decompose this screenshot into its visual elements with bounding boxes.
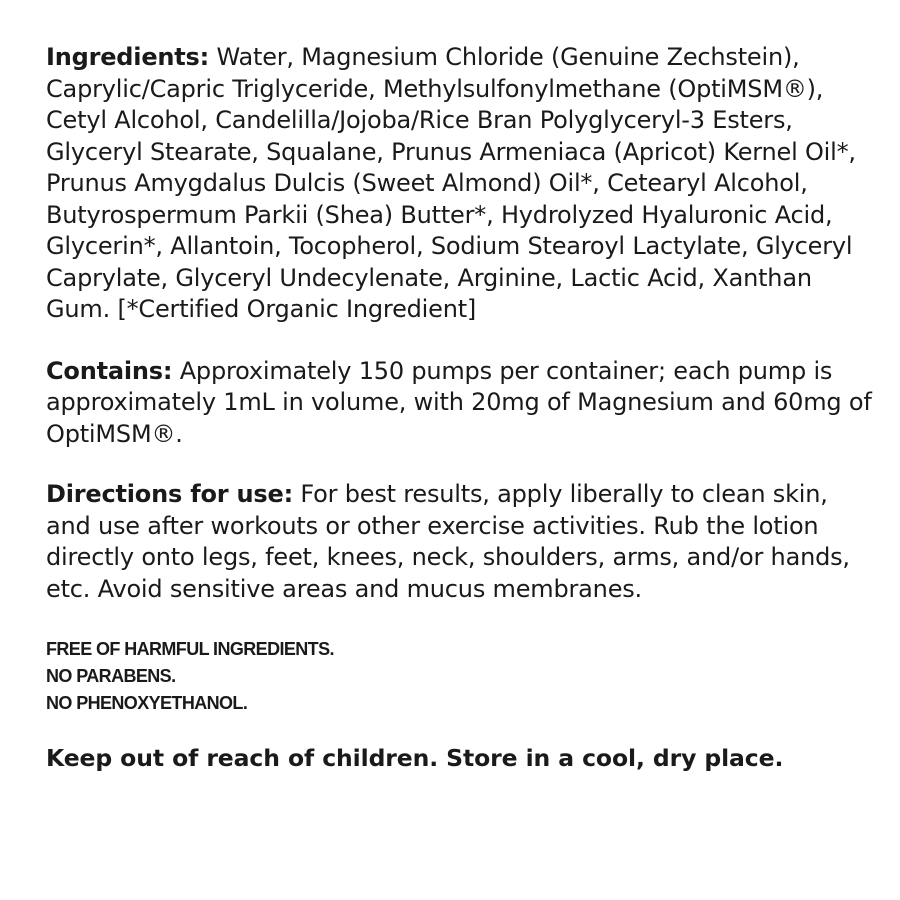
directions-section — [46, 479, 876, 605]
ingredients-heading: Ingredients: — [46, 43, 210, 71]
ingredients-list: Water, Magnesium Chloride (Genuine Zechstein), Caprylic/Capric Triglyceride, Methylsulfonylmethane (OptiMSM®), Cetyl Alcohol, Candelilla/Jojoba/Rice Bran Polyglyceryl-3 Esters, Glyceryl Stearate, Squalane, Prunus Armeniaca (Apricot) Kernel Oil*, Prunus Amygdalus Dulcis (Sweet Almond) Oil*, Cetearyl Alcohol, Butyrospermum Parkii (Shea) Butter*, Hydrolyzed Hyaluronic Acid, Glycerin*, Allantoin, Tocopherol, Sodium Stearoyl Lactylate, Glyceryl Caprylate, Glyceryl Undecylenate, Arginine, Lactic Acid, Xanthan Gum. [*Certified Organic Ingredient] — [46, 43, 856, 323]
label-text-block — [46, 42, 876, 773]
directions-heading: Directions for use: — [46, 480, 293, 508]
claim-line-no-parabens: NO PARABENS. — [46, 666, 176, 686]
claims-block — [46, 636, 876, 717]
directions-text: For best results, apply liberally to clean skin, and use after workouts or other exercise activities. Rub the lotion directly onto legs, feet, knees, neck, shoulders, arms, and/or hands, etc. Avoid sensitive areas and mucus membranes. — [46, 480, 850, 603]
contains-heading: Contains: — [46, 356, 173, 385]
claim-line-no-phenoxyethanol: NO PHENOXYETHANOL. — [46, 693, 248, 713]
claim-line-free-of-harmful: FREE OF HARMFUL INGREDIENTS. — [46, 639, 334, 659]
storage-warning: Keep out of reach of children. Store in a cool, dry place. — [46, 744, 784, 772]
contains-section — [46, 356, 876, 451]
ingredients-section — [46, 42, 876, 326]
contains-text: Approximately 150 pumps per container; each pump is approximately 1mL in volume, with 20mg of Magnesium and 60mg of OptiMSM®. — [46, 356, 872, 448]
